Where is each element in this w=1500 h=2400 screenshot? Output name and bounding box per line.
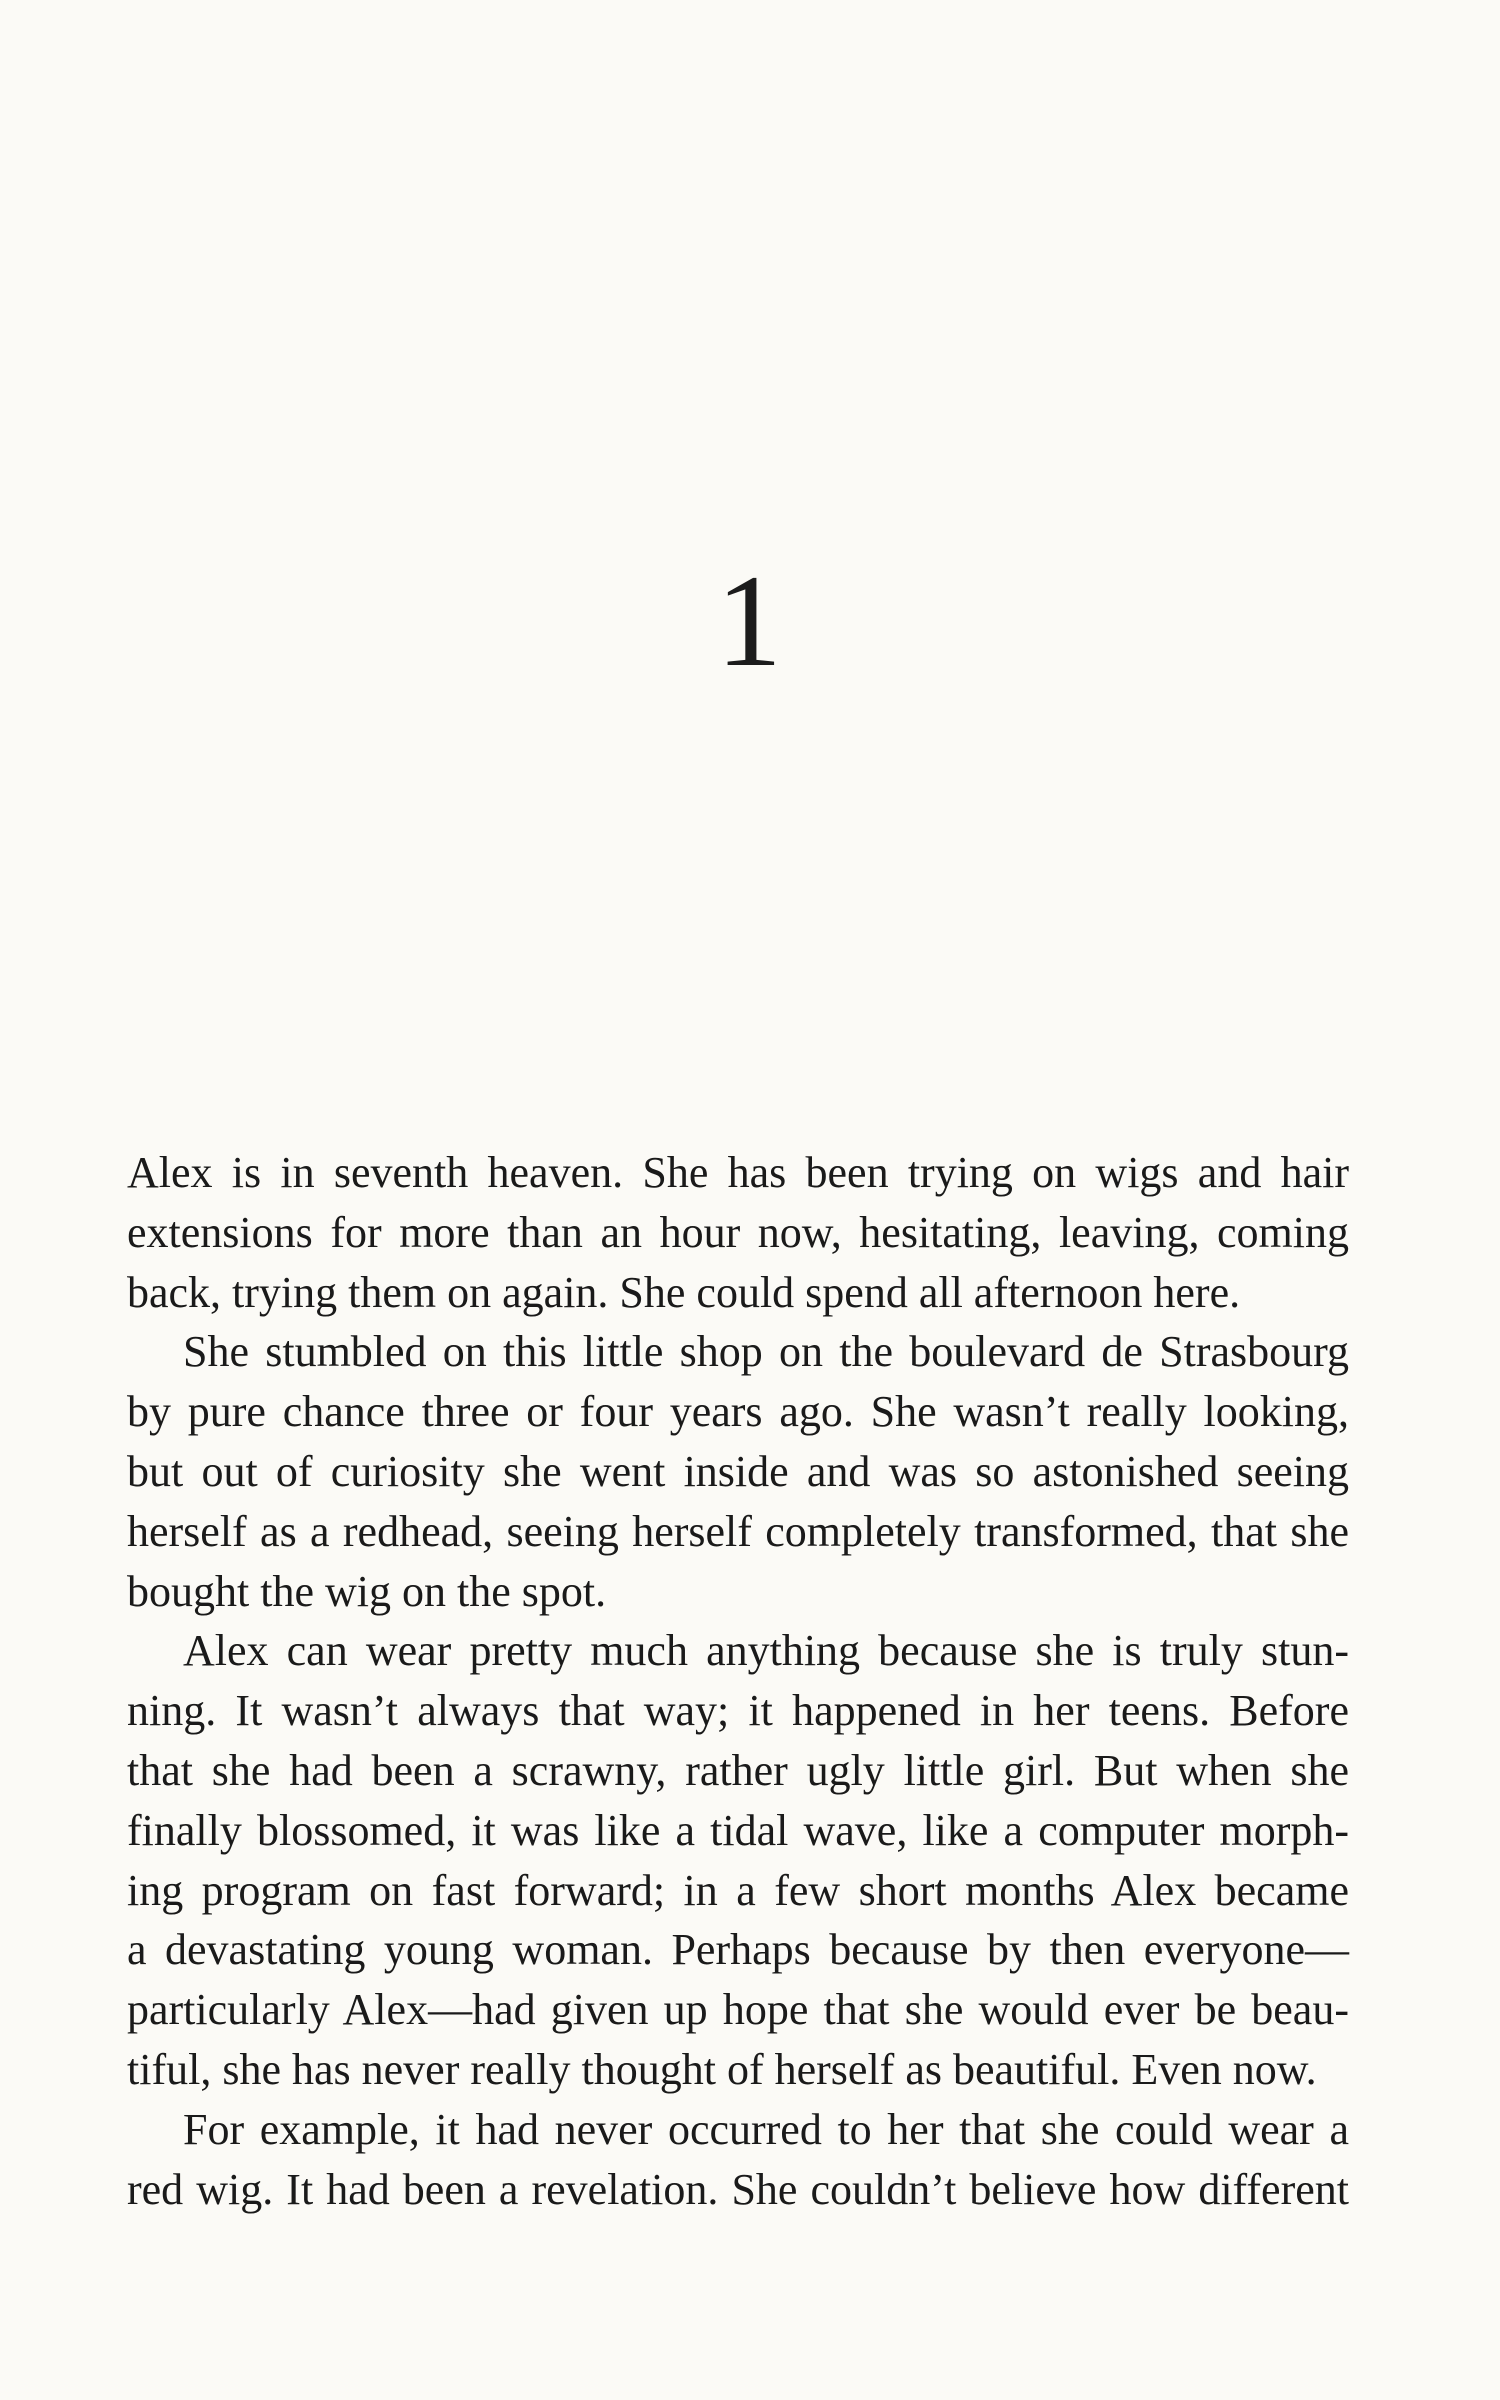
text-line: but out of curiosity she went inside and was so astonished seeing — [127, 1446, 1349, 1496]
text-line: Alex is in seventh heaven. She has been trying on wigs and hair — [127, 1148, 1349, 1197]
paragraph — [127, 1143, 1349, 1322]
text-line: She stumbled on this little shop on the boulevard de Strasbourg — [183, 1327, 1349, 1377]
text-line: Alex can wear pretty much anything because she is truly stun- — [183, 1626, 1349, 1676]
text-line: ning. It wasn’t always that way; it happened in her teens. Before — [127, 1686, 1349, 1736]
text-line: herself as a redhead, seeing herself completely transformed, that she — [127, 1506, 1349, 1556]
paragraph — [127, 2100, 1349, 2220]
paragraph — [127, 1322, 1349, 1621]
paragraph — [127, 1621, 1349, 2099]
text-line: bought the wig on the spot. — [127, 1566, 607, 1616]
text-line: ing program on fast forward; in a few short months Alex became — [127, 1865, 1349, 1915]
text-line: tiful, she has never really thought of herself as beautiful. Even now. — [127, 2044, 1317, 2094]
text-line: by pure chance three or four years ago. She wasn’t really looking, — [127, 1387, 1349, 1437]
chapter-number: 1 — [716, 547, 784, 694]
text-line: back, trying them on again. She could spend all afternoon here. — [127, 1267, 1241, 1317]
text-line: For example, it had never occurred to her that she could wear a — [183, 2104, 1349, 2154]
text-line: extensions for more than an hour now, hesitating, leaving, coming — [127, 1207, 1349, 1257]
chapter-body-text — [127, 1143, 1349, 2219]
text-line: red wig. It had been a revelation. She couldn’t believe how different — [127, 2164, 1349, 2214]
text-line: a devastating young woman. Perhaps because by then everyone— — [127, 1925, 1349, 1975]
text-line: finally blossomed, it was like a tidal wave, like a computer morph- — [127, 1805, 1349, 1855]
text-line: that she had been a scrawny, rather ugly little girl. But when she — [127, 1745, 1349, 1795]
text-line: particularly Alex—had given up hope that she would ever be beau- — [127, 1985, 1349, 2035]
